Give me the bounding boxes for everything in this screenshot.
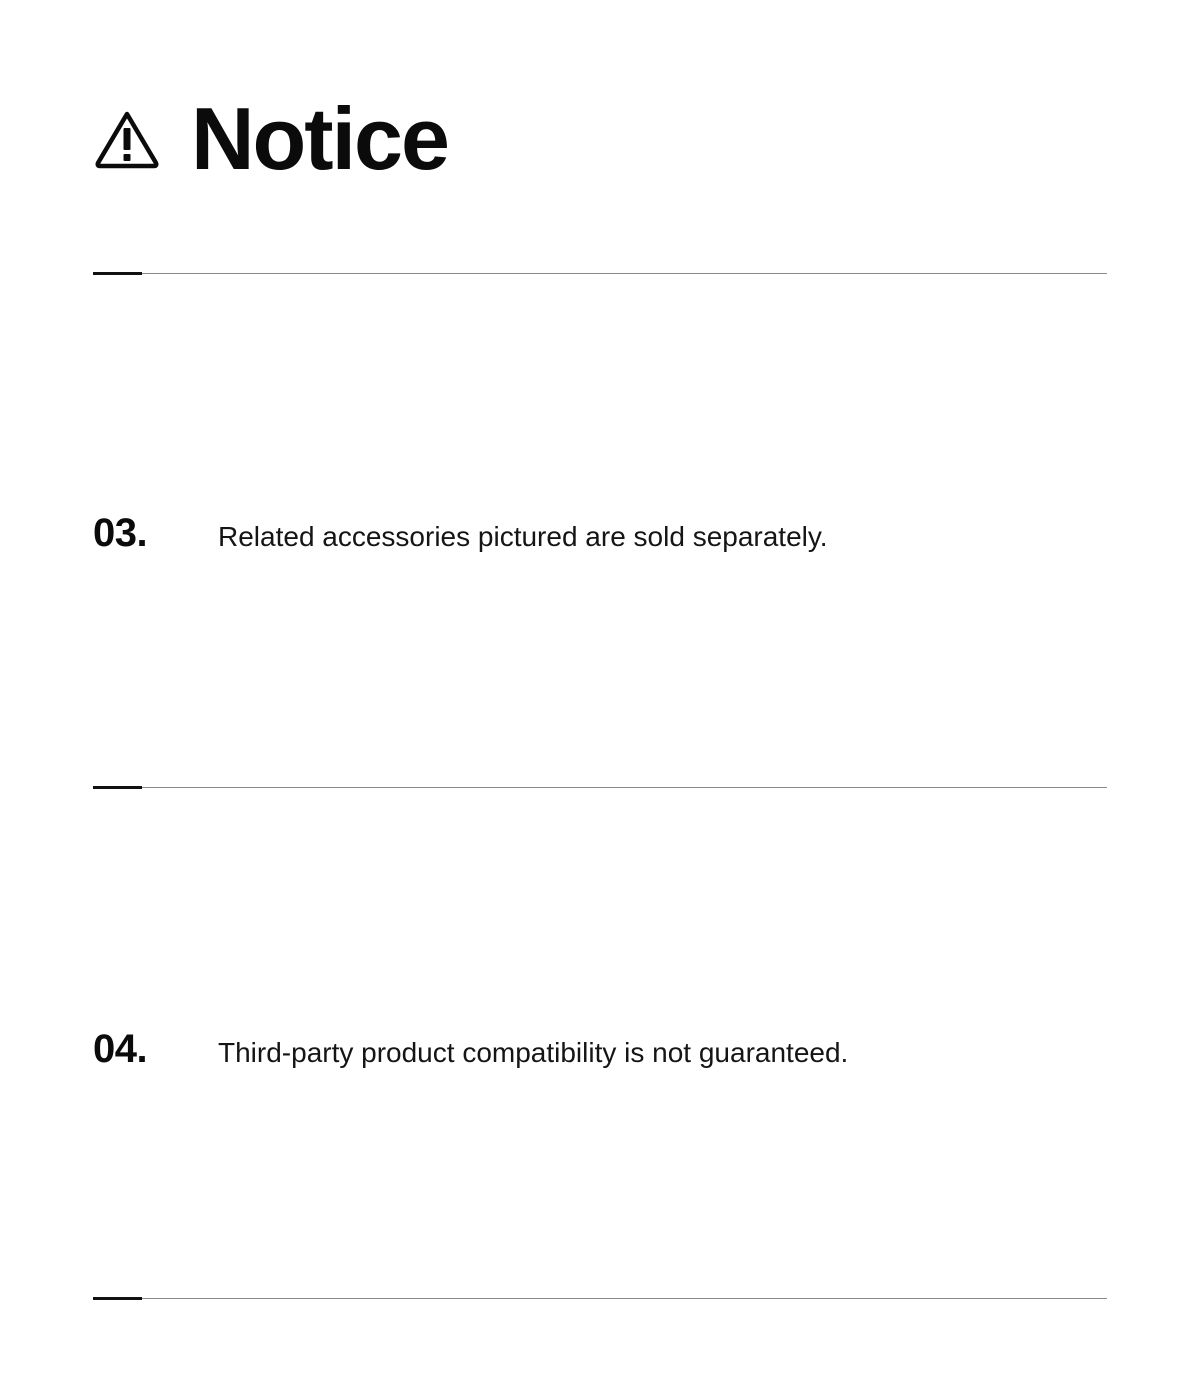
divider-accent (93, 786, 142, 789)
notice-item-04 (93, 1029, 848, 1069)
divider-accent (93, 1297, 142, 1300)
notice-item-text: Related accessories pictured are sold separately. (218, 521, 828, 552)
warning-triangle-icon (93, 108, 161, 170)
notice-item-03 (93, 513, 828, 553)
divider-accent (93, 272, 142, 275)
divider-top (93, 273, 1107, 274)
notice-header (93, 89, 448, 188)
page-title: Notice (191, 89, 448, 188)
notice-item-number: 03. (93, 511, 148, 555)
divider-bottom (93, 1298, 1107, 1299)
notice-item-text: Third-party product compatibility is not guaranteed. (218, 1037, 849, 1068)
notice-item-number: 04. (93, 1027, 148, 1071)
divider-middle (93, 787, 1107, 788)
